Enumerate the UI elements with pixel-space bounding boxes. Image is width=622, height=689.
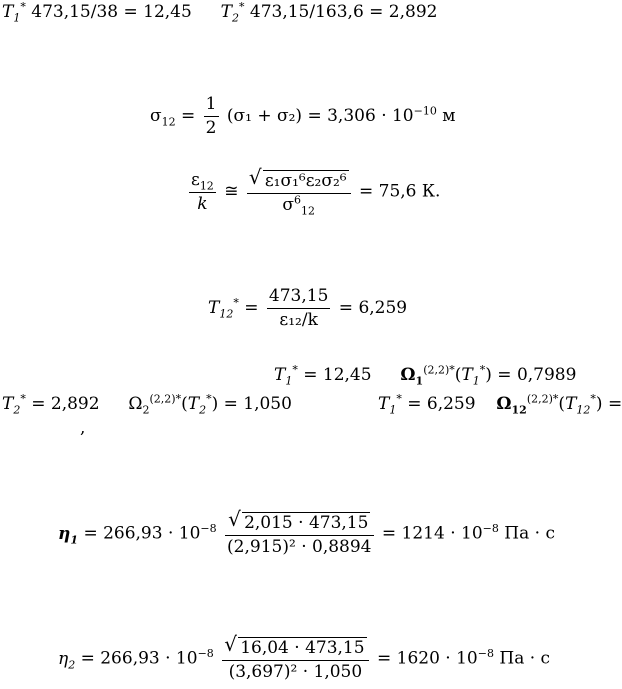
t12-fraction: $\frac{473,15}{\text{ε₁₂/k}}$ [268, 286, 329, 330]
eps12-equation [186, 165, 441, 218]
sigma12-exponent: −10 [413, 104, 437, 118]
t1-value: 473,15/38 = 12,45 [31, 2, 192, 22]
t12-result: = 6,259 [338, 298, 408, 318]
omega-row-3: $T_1^* = 6,259$ $\Omega_{12}^{(2,2)*}(T_{12}^*)$ = [378, 392, 622, 417]
sqrt-fraction: √ ε₁σ₁⁶ε₂σ₂⁶ $\sigma^6_{12}$ [247, 170, 351, 214]
eta1-equation: $\eta_1 = 266,93 \cdot 10^{-8}$ √ 2,015 · 473,15 (2,915)² · 0,8894 = $1214 \cdot 10^{-8}$ Па · с [58, 507, 555, 557]
half-fraction: $\frac{1}{2}$ [205, 94, 217, 138]
t2-value: 473,15/163,6 = 2,892 [249, 2, 438, 22]
sigma12-symbol: $\sigma_{12}$ = [150, 106, 196, 129]
eta1-symbol: $\eta_1$ [58, 523, 79, 546]
sigma12-equation [150, 96, 456, 137]
eta2-fraction: √ 16,04 · 473,15 (3,697)² · 1,050 [222, 637, 368, 681]
omega-row-1: $T_1^* = 12,45$ $\Omega_1^{(2,2)*}(T_1^*) = 0,7989$ [274, 363, 577, 388]
eps12-result: = 75,6 К. [359, 181, 441, 202]
eta1-fraction: √ 2,015 · 473,15 (2,915)² · 0,8894 [227, 507, 372, 557]
t12-equation: $T_{12}^*$ = $\frac{473,15}{\text{ε₁₂/k}}$ = 6,259 [208, 286, 408, 330]
sigma12-result: = 3,306 · 10 [307, 106, 414, 126]
eta2-equation: $\eta_2 = 266,93 \cdot 10^{-8}$ √ 16,04 · 473,15 (3,697)² · 1,050 = $1620 \cdot 10^{-8}$ Па · с [58, 632, 551, 682]
eta2-symbol: $\eta_2$ [58, 648, 76, 671]
reduced-temperatures-line [2, 0, 438, 25]
sigma-sum: (σ₁ + σ₂) [226, 106, 303, 126]
t12-symbol: $T_{12}^*$ [208, 296, 239, 321]
sigma12-unit: м [442, 106, 456, 126]
approx-sign: ≅ [224, 181, 239, 202]
t2-symbol: $T_2^*$ [220, 0, 245, 25]
t1-symbol: $T_1^*$ [2, 0, 26, 25]
stray-comma: , [80, 418, 86, 438]
omega-row-2: $T_2^* = 2,892$ $\Omega_2^{(2,2)*}(T_2^*) = 1,050$ [2, 392, 292, 417]
eps-over-k-fraction: $\frac{\varepsilon_{12}}{k}$ [191, 169, 214, 214]
sqrt-radical: √ ε₁σ₁⁶ε₂σ₂⁶ [248, 165, 347, 191]
